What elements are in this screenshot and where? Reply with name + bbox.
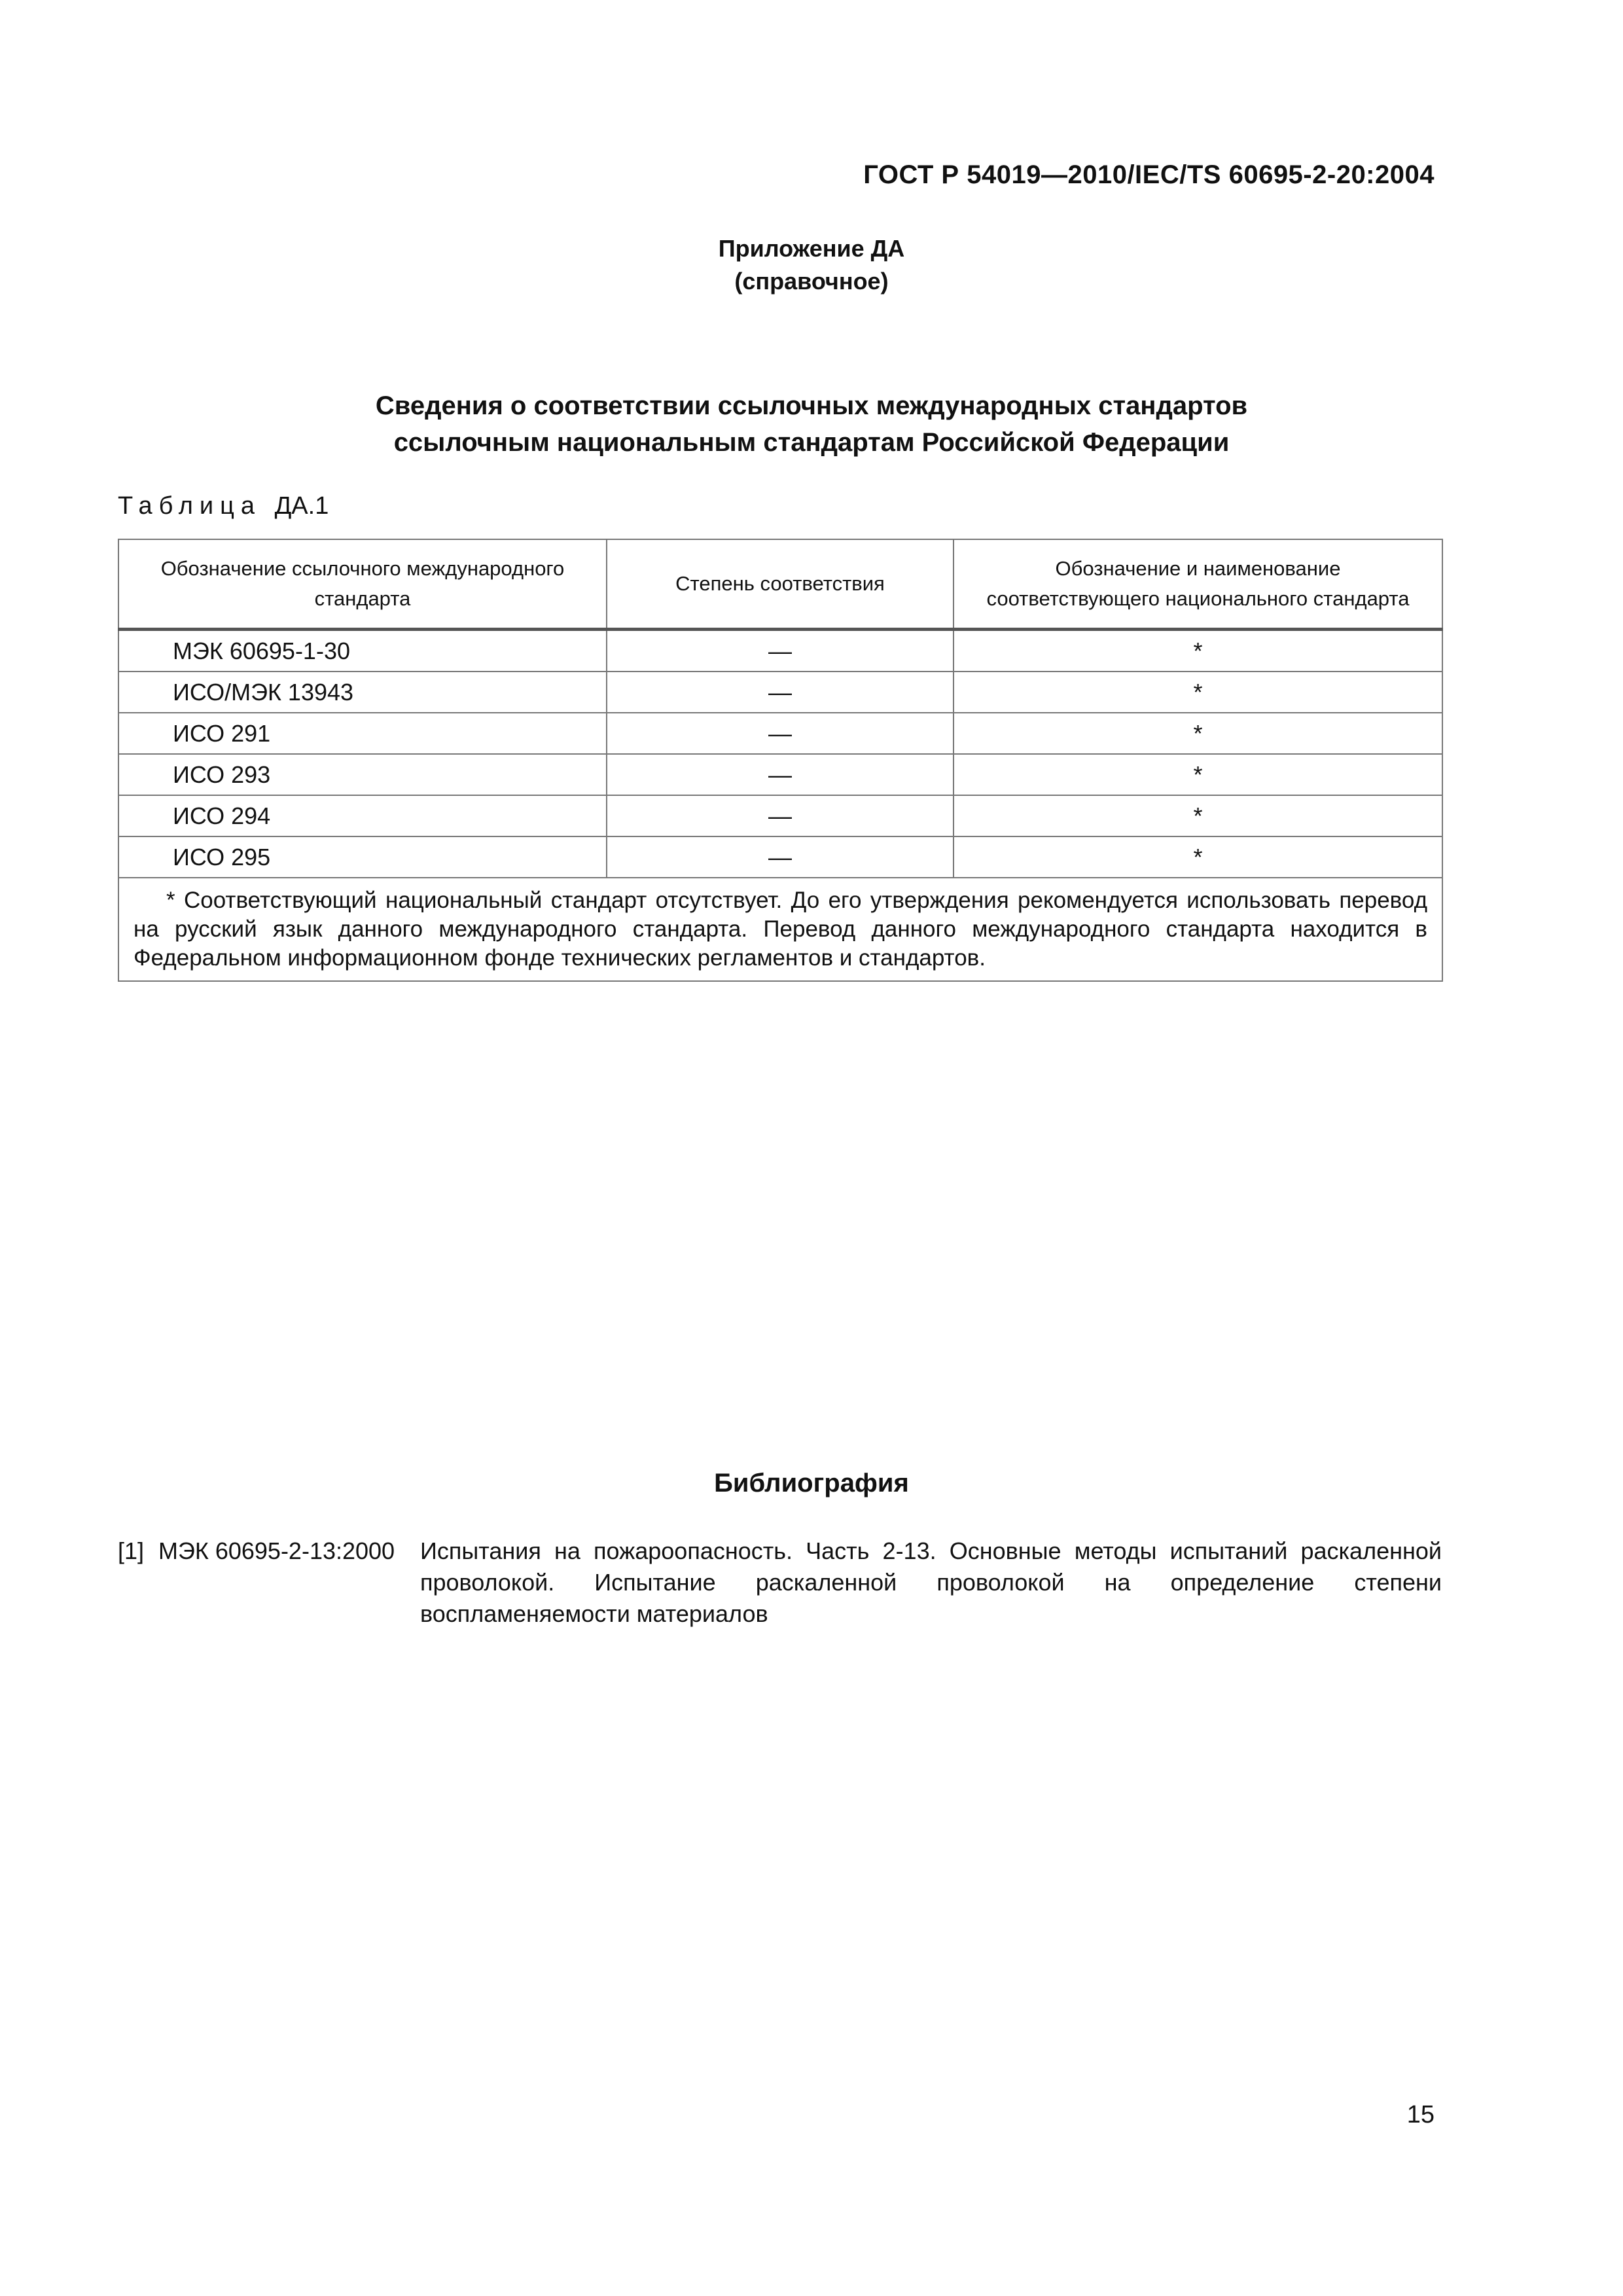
- header-col1-line-2: стандарта: [314, 587, 411, 610]
- section-title: [0, 387, 1623, 461]
- table-footnote-row: [118, 878, 1442, 981]
- header-col3-line-2: соответствующего национального стандарта: [986, 587, 1410, 610]
- cell-national-standard: *: [954, 754, 1442, 795]
- bibliography-entry: [118, 1535, 1442, 1630]
- table-caption: [118, 492, 329, 520]
- cell-degree: —: [607, 836, 954, 878]
- table-row: [118, 836, 1442, 878]
- header-international-standard: [118, 539, 607, 630]
- table-row: [118, 713, 1442, 754]
- cell-national-standard: *: [954, 630, 1442, 672]
- reference-standards-table: [118, 539, 1443, 982]
- cell-standard-code: МЭК 60695-1-30: [118, 630, 607, 672]
- bibliography-entry-description: Испытания на пожароопасность. Часть 2-13. Основные методы испытаний раскаленной проволокой. Испытание раскаленной проволокой на определение степени воспламеняемости материалов: [420, 1537, 1442, 1627]
- table-caption-number: ДА.1: [274, 492, 329, 520]
- annex-title: Приложение ДА: [718, 235, 905, 262]
- cell-standard-code: ИСО 295: [118, 836, 607, 878]
- section-title-line-1: Сведения о соответствии ссылочных международных стандартов: [375, 391, 1248, 420]
- bibliography-title: Библиография: [714, 1469, 909, 1498]
- bibliography-entry-code: МЭК 60695-2-13:2000: [158, 1537, 395, 1564]
- cell-standard-code: ИСО 291: [118, 713, 607, 754]
- cell-degree: —: [607, 672, 954, 713]
- cell-national-standard: *: [954, 672, 1442, 713]
- section-title-line-2: ссылочным национальным стандартам Российской Федерации: [393, 428, 1230, 457]
- table-row: [118, 672, 1442, 713]
- table-header-row: [118, 539, 1442, 630]
- table-row: [118, 754, 1442, 795]
- header-degree-of-conformity: Степень соответствия: [607, 539, 954, 630]
- cell-degree: —: [607, 713, 954, 754]
- cell-standard-code: ИСО 294: [118, 795, 607, 836]
- cell-degree: —: [607, 754, 954, 795]
- cell-standard-code: ИСО 293: [118, 754, 607, 795]
- header-col3-line-1: Обозначение и наименование: [1055, 557, 1341, 580]
- table-footnote: * Соответствующий национальный стандарт отсутствует. До его утверждения рекомендуется использовать перевод на русский язык данного международного стандарта. Перевод данного международного стандарта находится в Федеральном информационном фонде технических регламентов и стандартов.: [118, 878, 1442, 981]
- cell-degree: —: [607, 630, 954, 672]
- bibliography-entry-number: [1]: [118, 1537, 145, 1564]
- cell-national-standard: *: [954, 795, 1442, 836]
- cell-national-standard: *: [954, 836, 1442, 878]
- cell-degree: —: [607, 795, 954, 836]
- cell-standard-code: ИСО/МЭК 13943: [118, 672, 607, 713]
- page-number: 15: [1406, 2101, 1435, 2128]
- annex-heading: [0, 232, 1623, 298]
- cell-national-standard: *: [954, 713, 1442, 754]
- header-national-standard: [954, 539, 1442, 630]
- table-row: [118, 630, 1442, 672]
- document-header: ГОСТ Р 54019—2010/IEC/TS 60695-2-20:2004: [863, 160, 1435, 189]
- annex-subtitle: (справочное): [734, 268, 889, 295]
- header-col1-line-1: Обозначение ссылочного международного: [160, 557, 565, 580]
- table-row: [118, 795, 1442, 836]
- table-caption-word: Таблица: [118, 492, 261, 520]
